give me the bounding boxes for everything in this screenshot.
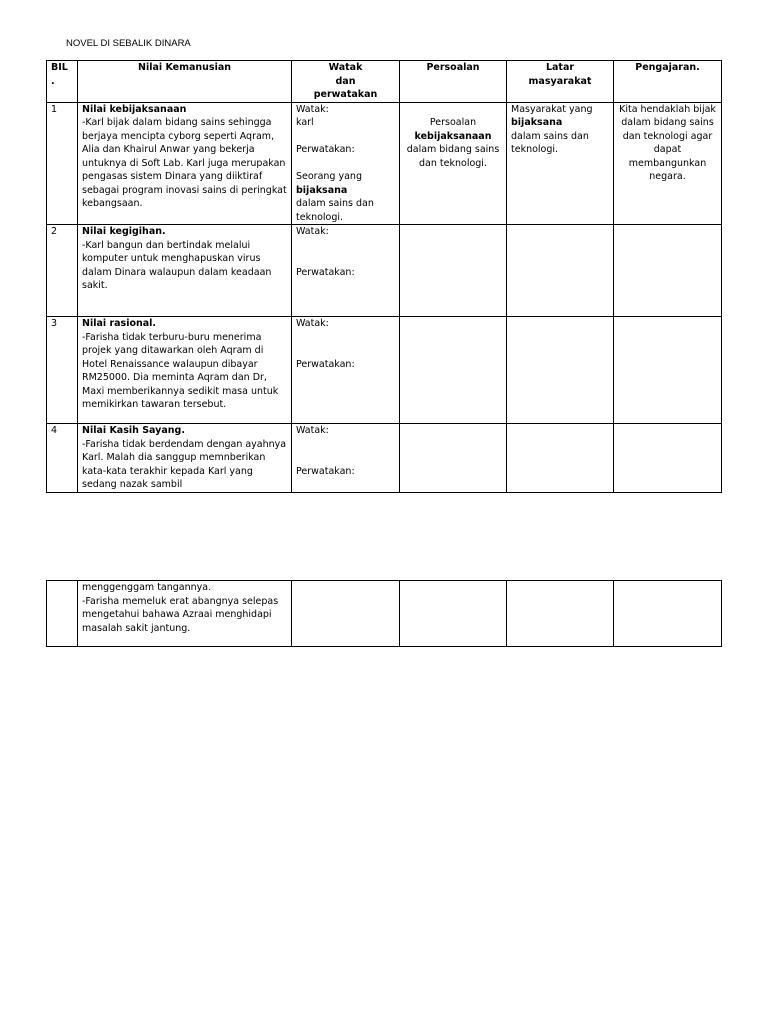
watak-cell <box>292 581 400 647</box>
latar-bold: bijaksana <box>511 117 563 128</box>
watak-cell <box>292 424 400 493</box>
perwatakan-pre: Seorang yang <box>296 171 362 182</box>
watak-label: Watak: <box>296 226 329 237</box>
watak-label: Watak: <box>296 425 329 436</box>
nilai-text: -Farisha tidak terburu-buru menerima projek yang ditawarkan oleh Aqram di Hotel Renaissance walaupun dibayar RM25000. Dia meminta Aqram dan Dr, Maxi memberikannya sedikit masa untuk memikirkan tawaran tersebut. <box>82 331 279 410</box>
perwatakan-label: Perwatakan: <box>296 266 355 278</box>
persoalan-post: dalam bidang sains dan teknologi. <box>406 144 500 169</box>
header-nilai: Nilai Kemanusian <box>78 61 292 103</box>
pengajaran-cell <box>614 225 722 317</box>
nilai-title: Nilai rasional. <box>82 318 157 329</box>
table-row <box>47 225 722 317</box>
perwatakan-bold: bijaksana <box>296 184 348 196</box>
persoalan-cell <box>400 225 507 317</box>
nilai-text: -Karl bangun dan bertindak melalui komputer untuk menghapuskan virus dalam Dinara walaupun dalam keadaan sakit. <box>82 239 272 291</box>
row-bil: 4 <box>47 424 78 493</box>
header-pengajaran: Pengajaran. <box>614 61 722 103</box>
perwatakan-label: Perwatakan: <box>296 465 355 477</box>
header-row <box>47 61 722 103</box>
nilai-title: Nilai kebijaksanaan <box>82 103 187 115</box>
nilai-cell <box>78 317 292 424</box>
table-row <box>47 424 722 493</box>
nilai-cell <box>78 225 292 317</box>
persoalan-cell <box>400 424 507 493</box>
latar-post: dalam sains dan teknologi. <box>511 130 589 155</box>
nilai-cell <box>78 424 292 493</box>
latar-pre: Masyarakat yang <box>511 103 593 115</box>
perwatakan-label: Perwatakan: <box>296 144 355 155</box>
perwatakan-post: dalam sains dan teknologi. <box>296 198 374 223</box>
watak-value: karl <box>296 117 314 128</box>
continuation-table <box>46 580 722 647</box>
header-bil: BIL . <box>47 61 78 103</box>
persoalan-pre: Persoalan <box>429 117 477 128</box>
watak-cell <box>292 317 400 424</box>
persoalan-cell <box>400 102 507 225</box>
table-row <box>47 102 722 225</box>
nilai-text: -Farisha memeluk erat abangnya selepas mengetahui bahawa Azraai menghidapi masalah sakit jantung. <box>82 595 279 634</box>
nilai-cell <box>78 581 292 647</box>
nilai-text: menggenggam tangannya. <box>82 582 212 593</box>
watak-label: Watak: <box>296 318 329 329</box>
persoalan-bold: kebijaksanaan <box>414 130 492 142</box>
row-bil: 2 <box>47 225 78 317</box>
row-bil <box>47 581 78 647</box>
persoalan-cell <box>400 317 507 424</box>
header-watak: Watak dan perwatakan <box>292 61 400 103</box>
watak-cell <box>292 225 400 317</box>
pengajaran-cell <box>614 581 722 647</box>
watak-label: Watak: <box>296 103 329 115</box>
table-row <box>47 581 722 647</box>
latar-cell <box>507 102 614 225</box>
pengajaran-cell <box>614 424 722 493</box>
main-table <box>46 60 722 493</box>
watak-cell <box>292 102 400 225</box>
latar-cell <box>507 424 614 493</box>
header-latar: Latar masyarakat <box>507 61 614 103</box>
nilai-cell <box>78 102 292 225</box>
row-bil: 1 <box>47 102 78 225</box>
nilai-title: Nilai kegigihan. <box>82 226 166 237</box>
latar-cell <box>507 317 614 424</box>
latar-cell <box>507 581 614 647</box>
nilai-text: -Karl bijak dalam bidang sains sehingga berjaya mencipta cyborg seperti Aqram, Alia dan Khairul Anwar yang bekerja untuknya di Soft Lab. Karl juga merupakan pengasas sistem Dinara yang diiktiraf sebagai program inovasi sains di peringkat kebangsaan. <box>82 117 287 209</box>
pengajaran-cell: Kita hendaklah bijak dalam bidang sains dan teknologi agar dapat membangunkan negara. <box>614 102 722 225</box>
header-persoalan: Persoalan <box>400 61 507 103</box>
table-row <box>47 317 722 424</box>
pengajaran-cell <box>614 317 722 424</box>
nilai-text: -Farisha tidak berdendam dengan ayahnya Karl. Malah dia sanggup memnberikan kata-kata terakhir kepada Karl yang sedang nazak sambil <box>82 438 287 490</box>
latar-cell <box>507 225 614 317</box>
row-bil: 3 <box>47 317 78 424</box>
perwatakan-label: Perwatakan: <box>296 358 355 370</box>
nilai-title: Nilai Kasih Sayang. <box>82 425 185 436</box>
page-title: NOVEL DI SEBALIK DINARA <box>66 38 191 49</box>
persoalan-cell <box>400 581 507 647</box>
